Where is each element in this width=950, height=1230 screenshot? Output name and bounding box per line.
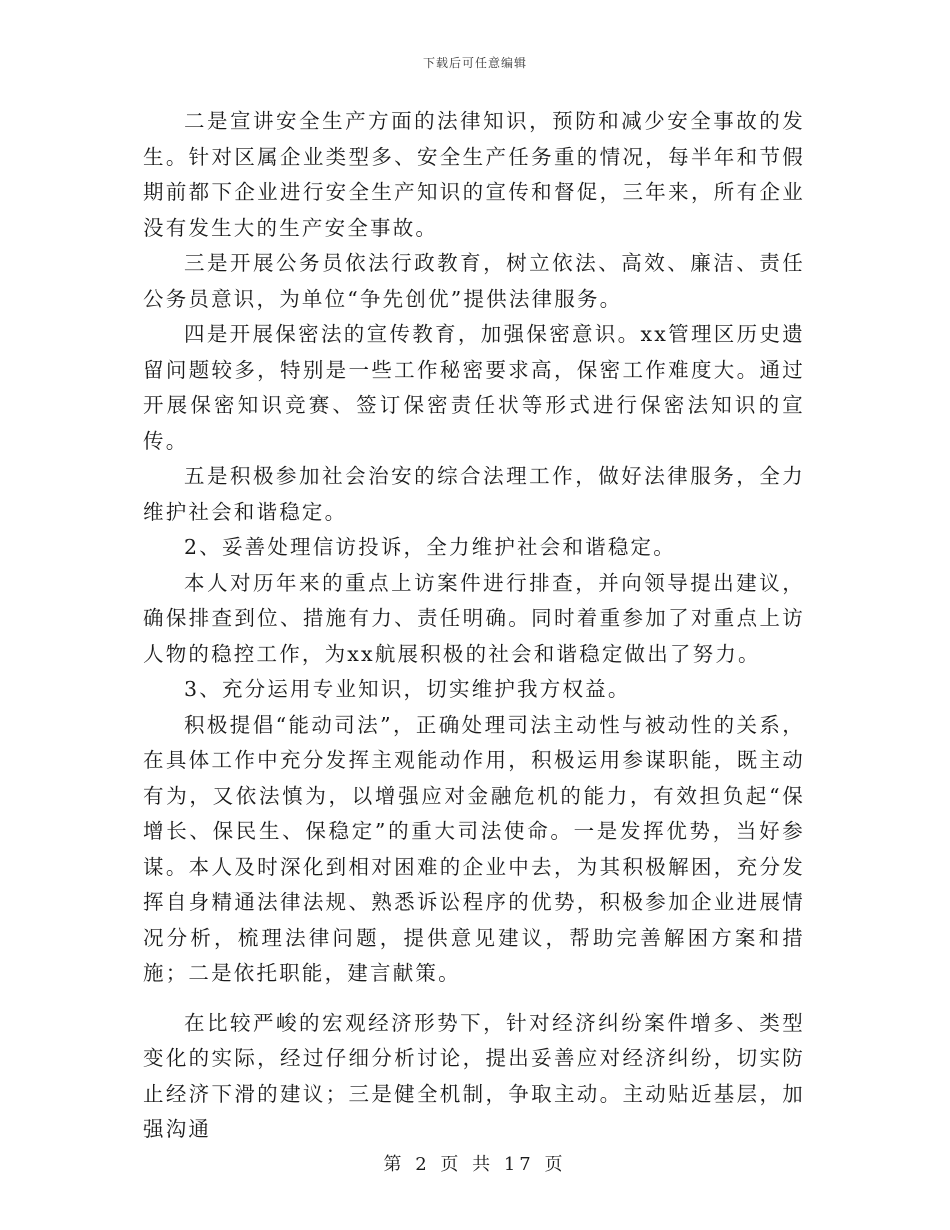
paragraph: 在比较严峻的宏观经济形势下，针对经济纠纷案件增多、类型变化的实际，经过仔细分析讨论，提出妥善应对经济纠纷，切实防止经济下滑的建议；三是健全机制，争取主动。主动贴近基层，加强沟通 bbox=[143, 1010, 805, 1141]
paragraph: 本人对历年来的重点上访案件进行排查，并向领导提出建议，确保排查到位、措施有力、责任明确。同时着重参加了对重点上访人物的稳控工作，为xx航展积极的社会和谐稳定做出了努力。 bbox=[143, 570, 805, 666]
paragraph: 五是积极参加社会治安的综合法理工作，做好法律服务，全力维护社会和谐稳定。 bbox=[143, 464, 805, 524]
paragraph: 二是宣讲安全生产方面的法律知识，预防和减少安全事故的发生。针对区属企业类型多、安全生产任务重的情况，每半年和节假期前都下企业进行安全生产知识的宣传和督促，三年来，所有企业没有发生大的生产安全事故。 bbox=[143, 109, 805, 240]
paragraph: 积极提倡“能动司法”，正确处理司法主动性与被动性的关系，在具体工作中充分发挥主观能动作用，积极运用参谋职能，既主动有为，又依法慎为，以增强应对金融危机的能力，有效担负起“保增长、保民生、保稳定”的重大司法使命。一是发挥优势，当好参谋。本人及时深化到相对困难的企业中去，为其积极解困，充分发挥自身精通法律法规、熟悉诉讼程序的优势，积极参加企业进展情况分析，梳理法律问题，提供意见建议，帮助完善解困方案和措施；二是依托职能，建言献策。 bbox=[143, 712, 805, 985]
section-heading: 2、妥善处理信访投诉，全力维护社会和谐稳定。 bbox=[184, 535, 676, 559]
paragraph: 三是开展公务员依法行政教育，树立依法、高效、廉洁、责任公务员意识，为单位“争先创优”提供法律服务。 bbox=[143, 251, 805, 311]
page-header: 下载后可任意编辑 bbox=[422, 56, 527, 70]
document-body bbox=[143, 104, 805, 1148]
page-footer: 第 2 页 共 17 页 bbox=[383, 1154, 567, 1175]
paragraph: 四是开展保密法的宣传教育，加强保密意识。xx管理区历史遗留问题较多，特别是一些工作秘密要求高，保密工作难度大。通过开展保密知识竞赛、签订保密责任状等形式进行保密法知识的宣传。 bbox=[143, 322, 805, 453]
section-heading: 3、充分运用专业知识，切实维护我方权益。 bbox=[184, 677, 631, 701]
